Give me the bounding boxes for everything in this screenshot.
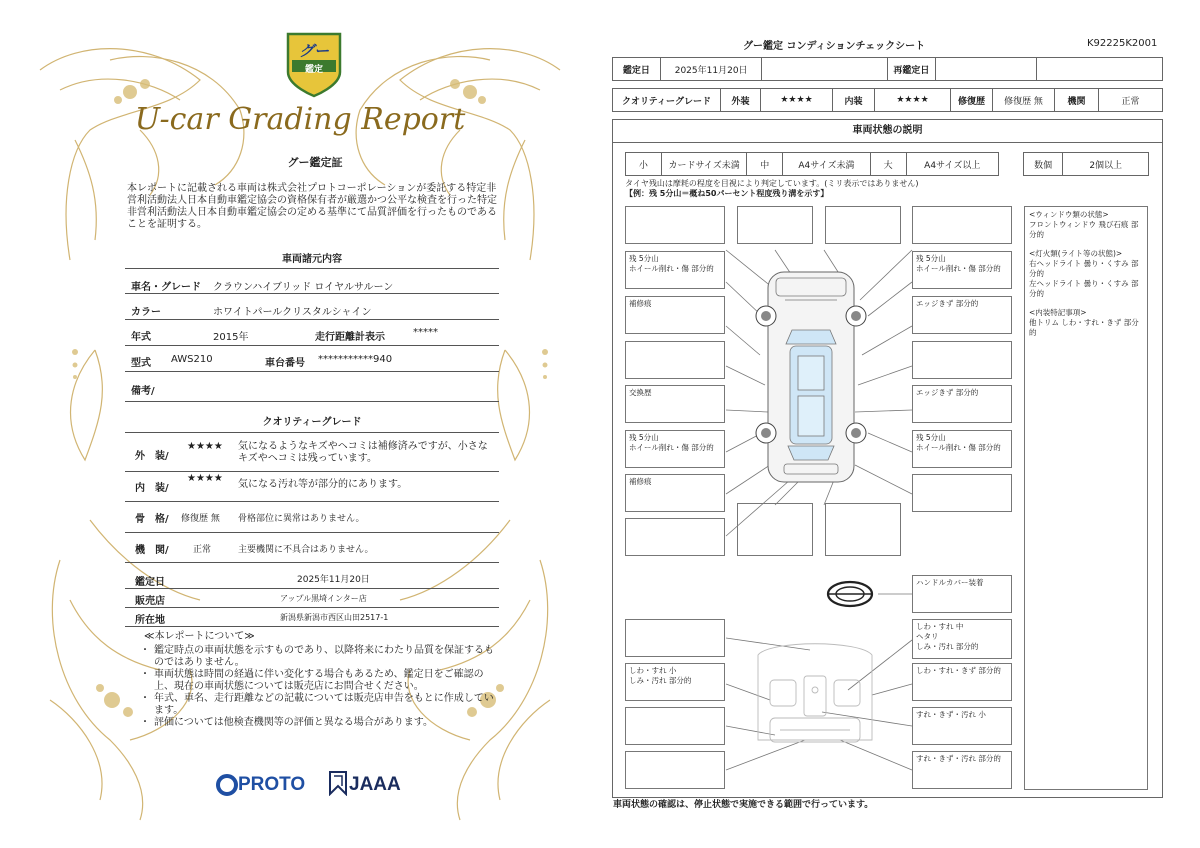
remarks-label: 備考/ <box>131 386 155 397</box>
mileage-label: 走行距離計表示 <box>315 332 385 343</box>
shop-label: 販売店 <box>135 596 165 607</box>
grade-heading: クオリティーグレード <box>262 417 362 428</box>
appraisal-row-date <box>125 569 499 589</box>
spec-row-color <box>125 294 499 320</box>
note-group-title: <灯火類(ライト等の状態)> <box>1029 249 1123 258</box>
address-value: 新潟県新潟市西区山田2517-1 <box>280 613 389 622</box>
condition-box-front-right-tire <box>912 251 1012 289</box>
condition-box <box>912 474 1012 512</box>
sheet-code: K92225K2001 <box>1087 38 1158 49</box>
condition-line: 補修痕 <box>629 299 652 308</box>
report-notes <box>140 631 500 729</box>
condition-box <box>825 206 901 244</box>
spec-heading: 車両諸元内容 <box>282 254 342 265</box>
tire-note-line-1: タイヤ残山は摩耗の程度を目視により判定しています。(ミリ表示ではありません) <box>625 179 919 188</box>
date-label: 鑑定日 <box>613 58 661 80</box>
model-label: 型式 <box>131 358 151 369</box>
spec-row-name <box>125 268 499 294</box>
legend-mid-desc: A4サイズ未満 <box>783 153 871 175</box>
interior-description: 気になる汚れ等が部分的にあります。 <box>238 479 408 490</box>
condition-line: 交換歴 <box>629 388 652 397</box>
legend-large-desc: A4サイズ以上 <box>924 160 981 171</box>
jaaa-logo-mark-icon <box>328 770 348 796</box>
engine-label: 機 関/ <box>135 545 169 556</box>
condition-line: すれ・きず・汚れ 部分的 <box>916 754 1001 763</box>
engine-description: 主要機関に不具合はありません。 <box>238 545 374 555</box>
date-value: 2025年11月20日 <box>661 58 763 80</box>
proto-logo-mark-icon <box>216 774 240 796</box>
year-value: 2015年 <box>213 332 249 343</box>
frame-label: 骨 格/ <box>135 514 169 525</box>
grade-row-exterior <box>125 432 499 472</box>
condition-line: すれ・きず・汚れ 小 <box>916 710 986 719</box>
condition-line: ホイール削れ・傷 部分的 <box>629 264 714 273</box>
condition-box <box>625 341 725 379</box>
certificate-title: グー鑑定証 <box>287 156 343 169</box>
condition-line: ハンドルカバー装着 <box>916 578 984 587</box>
note-group-lights <box>1029 249 1143 299</box>
condition-box-left-front <box>625 296 725 334</box>
interior-label: 内 装/ <box>135 483 169 494</box>
condition-box <box>625 518 725 556</box>
name-label: 車名・グレード <box>131 282 201 293</box>
condition-line: ヘタリ <box>916 632 939 641</box>
condition-box-right-front <box>912 296 1012 334</box>
condition-box-console <box>912 707 1012 745</box>
condition-box-front-left-tire <box>625 251 725 289</box>
condition-line: ホイール削れ・傷 部分的 <box>916 264 1001 273</box>
grade-row-interior <box>125 472 499 502</box>
engine-value: 正常 <box>1121 96 1140 107</box>
reappraisal-date-label: 再鑑定日 <box>888 58 936 80</box>
notes-title: ≪本レポートについて≫ <box>144 631 255 642</box>
condition-line: エッジきず 部分的 <box>916 299 979 308</box>
legend-large: 大 <box>871 153 907 175</box>
legend-small-desc: カードサイズ未満 <box>662 153 748 175</box>
interior-stars: ★★★★ <box>187 473 223 484</box>
proto-logo: PROTO <box>238 774 306 795</box>
condition-line: 補修痕 <box>629 477 652 486</box>
legend-mid: 中 <box>747 153 783 175</box>
year-label: 年式 <box>131 332 151 343</box>
condition-line: 残 5分山 <box>629 254 659 263</box>
note-line: 右ヘッドライト 曇り・くすみ 部分的 <box>1029 259 1139 278</box>
note-line: 左ヘッドライト 曇り・くすみ 部分的 <box>1029 279 1139 298</box>
condition-box <box>625 206 725 244</box>
interior-label: 内装 <box>833 89 875 111</box>
grade-row-frame <box>125 502 499 533</box>
color-value: ホワイトパールクリスタルシャイン <box>213 307 372 318</box>
condition-line: しみ・汚れ 部分的 <box>629 676 692 685</box>
note-group-window <box>1029 210 1143 240</box>
mileage-value: ***** <box>413 327 438 338</box>
note-item: ・ 年式、車名、走行距離などの記載については販売店申告をもとに作成しています。 <box>140 693 500 717</box>
appraisal-date-value: 2025年11月20日 <box>297 575 370 585</box>
condition-box-rear-right-tire <box>912 430 1012 468</box>
condition-line: しみ・汚れ 部分的 <box>916 642 979 651</box>
legend-count: 数個 <box>1024 153 1063 175</box>
note-group-title: <ウィンドウ類の状態> <box>1029 210 1109 219</box>
special-notes-panel <box>1024 206 1148 790</box>
note-item: ・ 車両状態は時間の経過に伴い変化する場合もあるため、鑑定日をご確認の上、現在の車両状態については販売店にお問合せください。 <box>140 669 500 693</box>
name-value: クラウンハイブリッド ロイヤルサルーン <box>213 282 394 293</box>
condition-box <box>625 707 725 745</box>
exterior-stars: ★★★★ <box>761 89 833 111</box>
condition-box-right-seat <box>912 663 1012 701</box>
exterior-label: 外装 <box>721 89 761 111</box>
condition-box <box>737 503 813 556</box>
condition-line: ホイール削れ・傷 部分的 <box>916 443 1001 452</box>
sheet-title: グー鑑定 コンディションチェックシート <box>743 41 926 52</box>
condition-box-front-seats <box>912 619 1012 659</box>
condition-line: しわ・すれ・きず 部分的 <box>916 666 1001 675</box>
repair-label: 修復歴 <box>951 89 993 111</box>
certificate-body: 本レポートに記載される車両は株式会社プロトコーポレーションが委託する特定非営利活動法人日本自動車鑑定協会の資格保有者が厳選かつ公平な検査を行った特定非営利活動法人日本自動車鑑定協会の定める基準にて品質評価を行ったものであることを証明する。 <box>127 183 497 230</box>
exterior-stars: ★★★★ <box>187 441 223 452</box>
condition-box <box>737 206 813 244</box>
appraisal-row-address <box>125 608 499 627</box>
condition-line: 残 5分山 <box>629 433 659 442</box>
color-label: カラー <box>131 307 161 318</box>
condition-line: 残 5分山 <box>916 254 946 263</box>
shop-value: アップル黒埼インター店 <box>280 594 367 603</box>
report-title: U-car Grading Report <box>134 102 466 137</box>
condition-line: しわ・すれ 中 <box>916 622 964 631</box>
condition-box-left-side <box>625 385 725 423</box>
condition-box-right-side <box>912 385 1012 423</box>
note-item: ・ 鑑定時点の車両状態を示すものであり、以降将来にわたり品質を保証するものではありません。 <box>140 645 500 669</box>
condition-check-sheet <box>600 0 1200 848</box>
condition-box-left-rear <box>625 474 725 512</box>
condition-box-steering <box>912 575 1012 613</box>
exterior-description: 気になるようなキズやヘコミは補修済みですが、小さなキズやヘコミは残っています。 <box>238 441 488 464</box>
seal-subtext: 鑑定 <box>304 65 323 75</box>
note-line: フロントウィンドウ 飛び石痕 部分的 <box>1029 220 1139 239</box>
repair-value: 修復歴 無 <box>993 89 1055 111</box>
frame-description: 骨格部位に異常はありません。 <box>238 514 365 524</box>
condition-box-left-seat <box>625 663 725 701</box>
note-group-title: <内装特記事項> <box>1029 308 1087 317</box>
note-line: 他トリム しわ・すれ・きず 部分的 <box>1029 318 1139 337</box>
spec-row-year <box>125 320 499 346</box>
condition-box <box>625 619 725 657</box>
condition-box <box>825 503 901 556</box>
condition-box <box>625 751 725 789</box>
model-value: AWS210 <box>171 354 213 365</box>
tire-note-line-2: 【例：残 5分山＝概ね50パーセント程度残り溝を示す】 <box>625 189 829 198</box>
condition-line: エッジきず 部分的 <box>916 388 979 397</box>
address-label: 所在地 <box>135 615 165 626</box>
condition-box <box>912 206 1012 244</box>
grade-row-engine <box>125 533 499 563</box>
jaaa-logo: JAAA <box>349 774 401 795</box>
condition-box-rear-seats <box>912 751 1012 789</box>
grade-label: クオリティーグレード <box>613 89 721 111</box>
condition-line: 残 5分山 <box>916 433 946 442</box>
frame-value: 修復歴 無 <box>181 514 220 524</box>
exterior-label: 外 装/ <box>135 451 169 462</box>
spec-row-model <box>125 346 499 372</box>
seal-text: グー <box>298 42 329 60</box>
condition-box-rear-left-tire <box>625 430 725 468</box>
spec-row-remarks <box>125 372 499 402</box>
condition-line: しわ・すれ 小 <box>629 666 677 675</box>
note-item: ・ 評価については他検査機関等の評価と異なる場合があります。 <box>140 717 500 729</box>
engine-value: 正常 <box>193 545 212 555</box>
appraisal-date-label: 鑑定日 <box>135 577 165 588</box>
interior-stars: ★★★★ <box>875 89 951 111</box>
sheet-footer: 車両状態の確認は、停止状態で実施できる範囲で行っています。 <box>613 800 874 810</box>
legend-small: 小 <box>626 153 662 175</box>
condition-line: ホイール削れ・傷 部分的 <box>629 443 714 452</box>
note-group-interior <box>1029 308 1143 338</box>
condition-box <box>912 341 1012 379</box>
section-title: 車両状態の説明 <box>612 119 1163 143</box>
chassis-value: ***********940 <box>318 354 393 365</box>
legend-count-desc: 2個以上 <box>1089 160 1123 171</box>
chassis-label: 車台番号 <box>265 358 305 369</box>
engine-label: 機関 <box>1055 89 1099 111</box>
appraisal-row-shop <box>125 589 499 608</box>
